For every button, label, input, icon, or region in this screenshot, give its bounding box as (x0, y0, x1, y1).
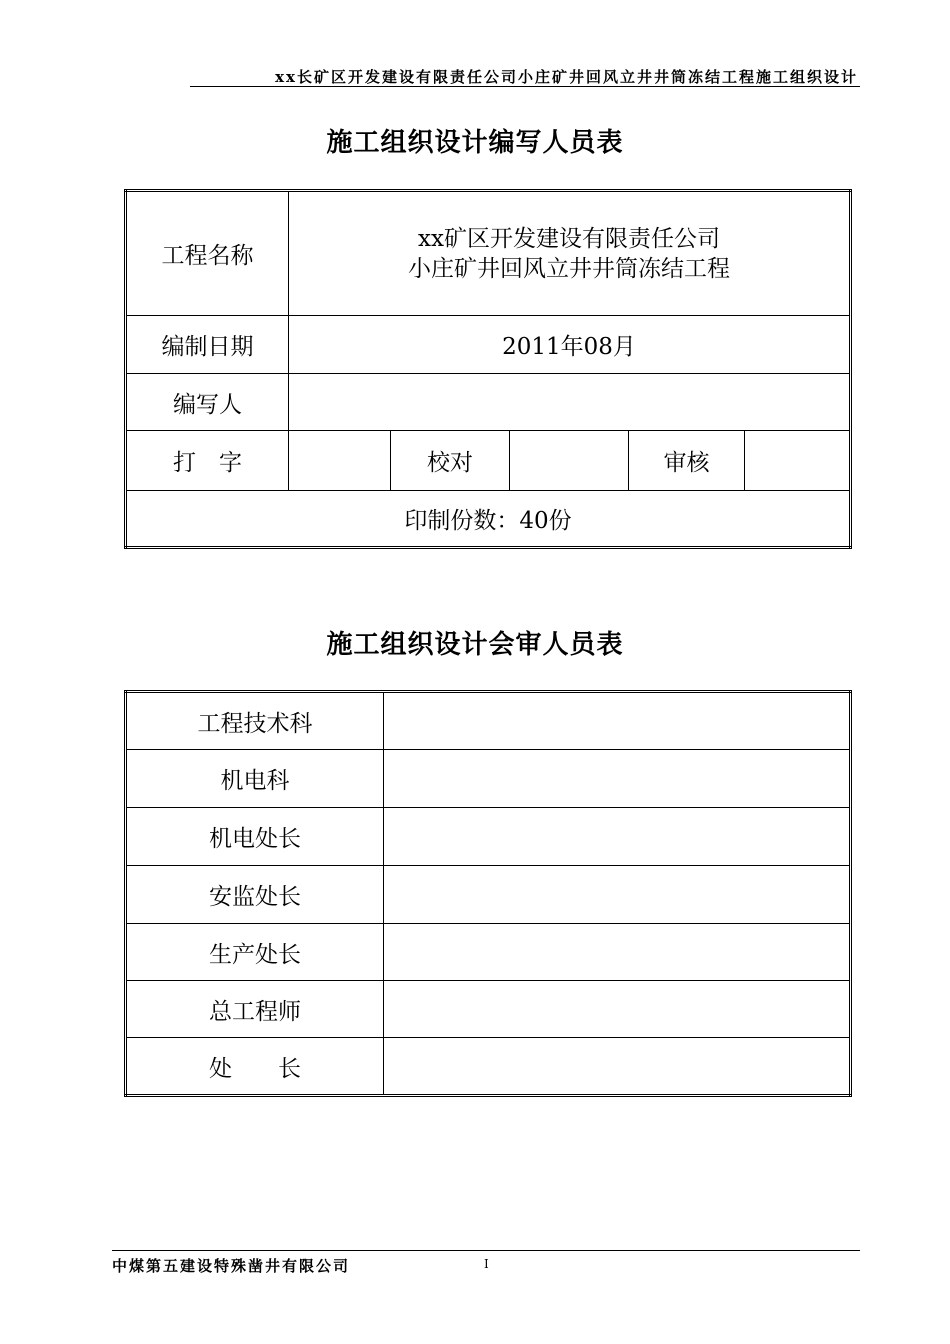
review-row-value (384, 750, 851, 808)
typing-label: 打 字 (126, 431, 289, 491)
project-name-line2: 小庄矿井回风立井井筒冻结工程 (408, 255, 730, 282)
page-number: I (484, 1257, 489, 1271)
review-row-label: 机电处长 (126, 808, 384, 866)
project-name-row (126, 191, 851, 316)
proofread-value (510, 431, 629, 491)
compile-table-title: 施工组织设计编写人员表 (326, 128, 624, 158)
running-header: xx长矿区开发建设有限责任公司小庄矿井回风立井井筒冻结工程施工组织设计 (275, 68, 858, 86)
signoff-row (126, 431, 851, 491)
review-row-value (384, 924, 851, 981)
project-name-value (289, 191, 851, 316)
review-row-value (384, 866, 851, 924)
review-row-label: 机电科 (126, 750, 384, 808)
review-row (126, 1038, 851, 1096)
project-name-label: 工程名称 (126, 191, 289, 316)
author-value (289, 374, 851, 431)
date-row (126, 316, 851, 374)
review-row-value (384, 808, 851, 866)
header-rule (190, 86, 860, 87)
project-name-line1: xx矿区开发建设有限责任公司 (418, 225, 720, 252)
review-row (126, 808, 851, 866)
typing-value (289, 431, 391, 491)
date-value: 2011年08月 (289, 316, 851, 374)
review-row (126, 924, 851, 981)
copies-text: 印制份数：40份 (126, 491, 851, 548)
review-row-value (384, 1038, 851, 1096)
review-row-label: 处 长 (126, 1038, 384, 1096)
review-row (126, 750, 851, 808)
compile-personnel-table (124, 189, 852, 549)
review-value (745, 431, 851, 491)
review-row (126, 692, 851, 750)
review-label: 审核 (629, 431, 745, 491)
review-row-label: 生产处长 (126, 924, 384, 981)
review-table-title: 施工组织设计会审人员表 (326, 630, 624, 660)
review-row-label: 总工程师 (126, 981, 384, 1038)
proofread-label: 校对 (391, 431, 510, 491)
date-label: 编制日期 (126, 316, 289, 374)
review-personnel-table (124, 690, 852, 1097)
review-row-value (384, 692, 851, 750)
author-label: 编写人 (126, 374, 289, 431)
review-row (126, 866, 851, 924)
review-row-label: 工程技术科 (126, 692, 384, 750)
review-row (126, 981, 851, 1038)
author-row (126, 374, 851, 431)
footer-company: 中煤第五建设特殊凿井有限公司 (112, 1257, 351, 1275)
review-row-label: 安监处长 (126, 866, 384, 924)
footer-rule (112, 1250, 860, 1251)
review-row-value (384, 981, 851, 1038)
copies-row (126, 491, 851, 548)
